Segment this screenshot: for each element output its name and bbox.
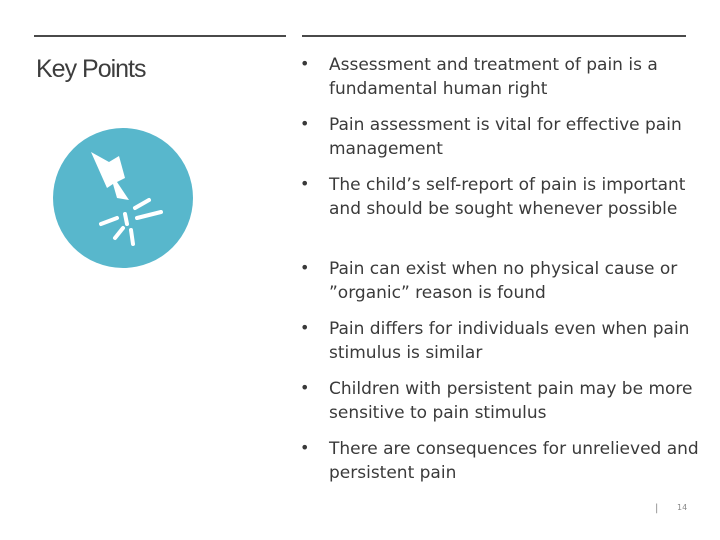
page-number: 14 <box>677 503 688 512</box>
bullet-dot: • <box>300 318 310 337</box>
bullet-text: Pain can exist when no physical cause or ”organic” reason is found <box>329 259 678 303</box>
bullet-text: The child’s self-report of pain is important and should be sought whenever possible <box>329 175 686 219</box>
bullet-text: Pain assessment is vital for effective pain management <box>329 115 682 159</box>
content-rule <box>302 35 686 37</box>
slide-title: Key Points <box>36 55 146 83</box>
bullet-dot: • <box>300 378 310 397</box>
footer-separator: | <box>655 503 659 514</box>
title-rule <box>34 35 286 37</box>
lightning-bolt-icon <box>53 128 193 268</box>
bullet-text: There are consequences for unrelieved and persistent pain <box>329 439 699 483</box>
bullet-dot: • <box>300 174 310 193</box>
bullet-text: Pain differs for individuals even when pain stimulus is similar <box>329 319 690 363</box>
bullet-dot: • <box>300 258 310 277</box>
bullet-dot: • <box>300 438 310 457</box>
bullet-text: Assessment and treatment of pain is a fundamental human right <box>329 55 658 99</box>
bullet-dot: • <box>300 54 310 73</box>
bullet-text: Children with persistent pain may be more sensitive to pain stimulus <box>329 379 693 423</box>
bullet-dot: • <box>300 114 310 133</box>
